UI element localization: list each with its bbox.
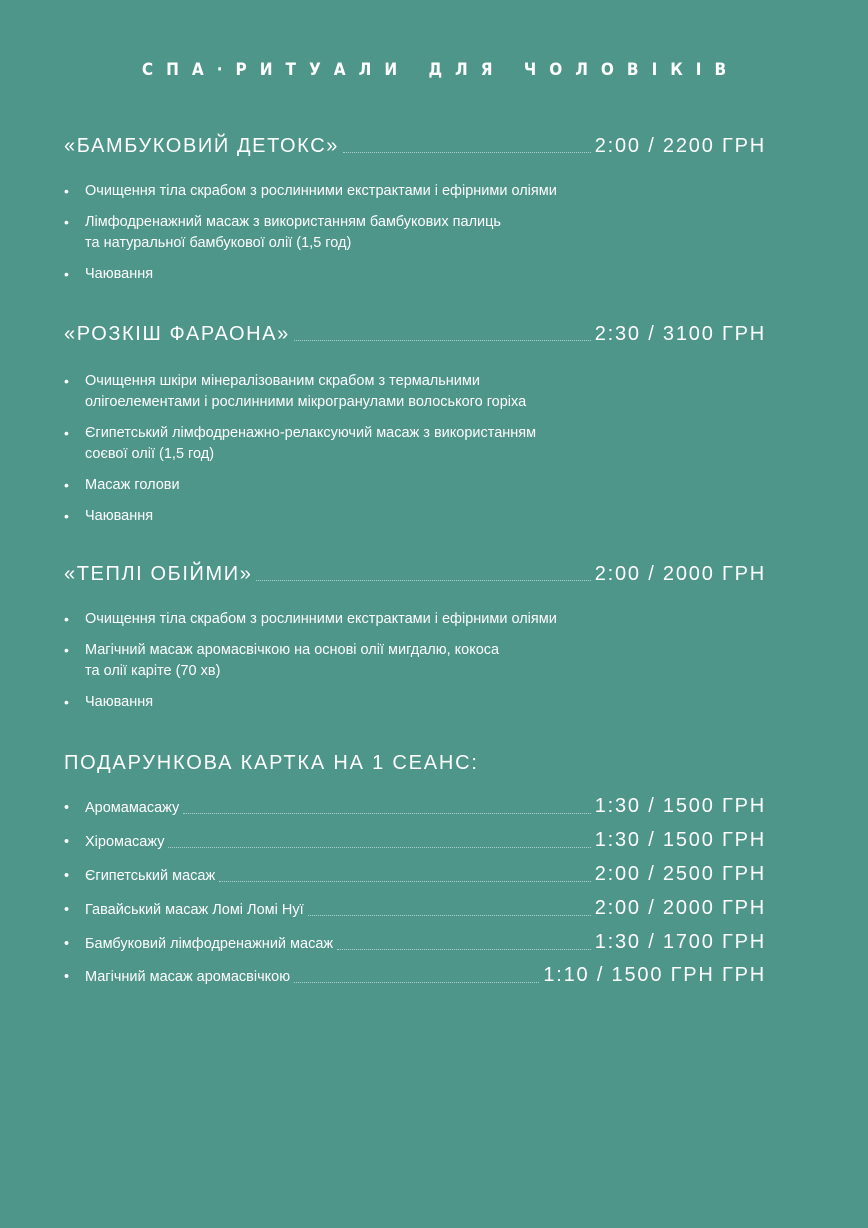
dot-leader xyxy=(308,915,591,916)
gift-section-title: ПОДАРУНКОВА КАРТКА НА 1 СЕАНС: xyxy=(64,752,479,774)
list-item: • Лімфодренажний масаж з використанням бамбукових палиць та натуральної бамбукової олії (1,5 год) xyxy=(64,212,557,254)
gift-item-name: • Магічний масаж аромасвічкою xyxy=(64,967,290,987)
gift-item xyxy=(64,794,766,818)
list-item: • Чаювання xyxy=(64,506,536,527)
gift-item-price: 1:30 / 1500 ГРН xyxy=(594,829,766,851)
program-heading xyxy=(64,134,766,158)
list-item: • Чаювання xyxy=(64,264,557,285)
dot-leader xyxy=(168,847,590,848)
gift-item xyxy=(64,862,766,886)
dot-leader xyxy=(219,881,591,882)
gift-item-price: 1:30 / 1500 ГРН xyxy=(594,795,766,817)
list-item: • Магічний масаж аромасвічкою на основі олії мигдалю, кокоса та олії каріте (70 хв) xyxy=(64,640,557,682)
gift-item-price: 2:00 / 2500 ГРН xyxy=(594,863,766,885)
gift-item-name: • Аромамасажу xyxy=(64,798,179,818)
gift-item xyxy=(64,930,766,954)
gift-item-name: • Хіромасажу xyxy=(64,832,164,852)
program-price: 2:00 / 2200 ГРН xyxy=(594,135,766,157)
gift-item-price: 1:30 / 1700 ГРН xyxy=(594,931,766,953)
list-item: • Єгипетський лімфодренажно-релаксуючий масаж з використанням соєвої олії (1,5 год) xyxy=(64,423,536,465)
gift-item xyxy=(64,828,766,852)
gift-item-price: 2:00 / 2000 ГРН xyxy=(594,897,766,919)
program-items xyxy=(64,609,557,723)
dot-leader xyxy=(337,949,591,950)
program-price: 2:00 / 2000 ГРН xyxy=(594,563,766,585)
dot-leader xyxy=(294,982,539,983)
gift-item xyxy=(64,896,766,920)
page-title: СПА·РИТУАЛИ ДЛЯ ЧОЛОВІКІВ xyxy=(141,60,740,80)
gift-item-name: • Бамбуковий лімфодренажний масаж xyxy=(64,934,333,954)
program-items xyxy=(64,181,557,295)
program-heading xyxy=(64,562,766,586)
program-name: «БАМБУКОВИЙ ДЕТОКС» xyxy=(64,135,339,157)
list-item: • Очищення шкіри мінералізованим скрабом з термальними олігоелементами і рослинними мікрогранулами волоського горіха xyxy=(64,371,536,413)
program-name: «ТЕПЛІ ОБІЙМИ» xyxy=(64,563,253,585)
program-price: 2:30 / 3100 ГРН xyxy=(594,323,766,345)
program-items xyxy=(64,371,536,537)
gift-item-name: • Гавайський масаж Ломі Ломі Нуї xyxy=(64,900,304,920)
gift-item-name: • Єгипетський масаж xyxy=(64,866,215,886)
list-item: • Чаювання xyxy=(64,692,557,713)
list-item: • Масаж голови xyxy=(64,475,536,496)
program-heading xyxy=(64,322,766,346)
dot-leader xyxy=(294,340,591,341)
program-name: «РОЗКІШ ФАРАОНА» xyxy=(64,323,290,345)
dot-leader xyxy=(343,152,591,153)
gift-item-price: 1:10 / 1500 ГРН ГРН xyxy=(543,964,766,986)
dot-leader xyxy=(256,580,590,581)
list-item: • Очищення тіла скрабом з рослинними екстрактами і ефірними оліями xyxy=(64,609,557,630)
gift-item xyxy=(64,963,766,987)
list-item: • Очищення тіла скрабом з рослинними екстрактами і ефірними оліями xyxy=(64,181,557,202)
dot-leader xyxy=(183,813,590,814)
